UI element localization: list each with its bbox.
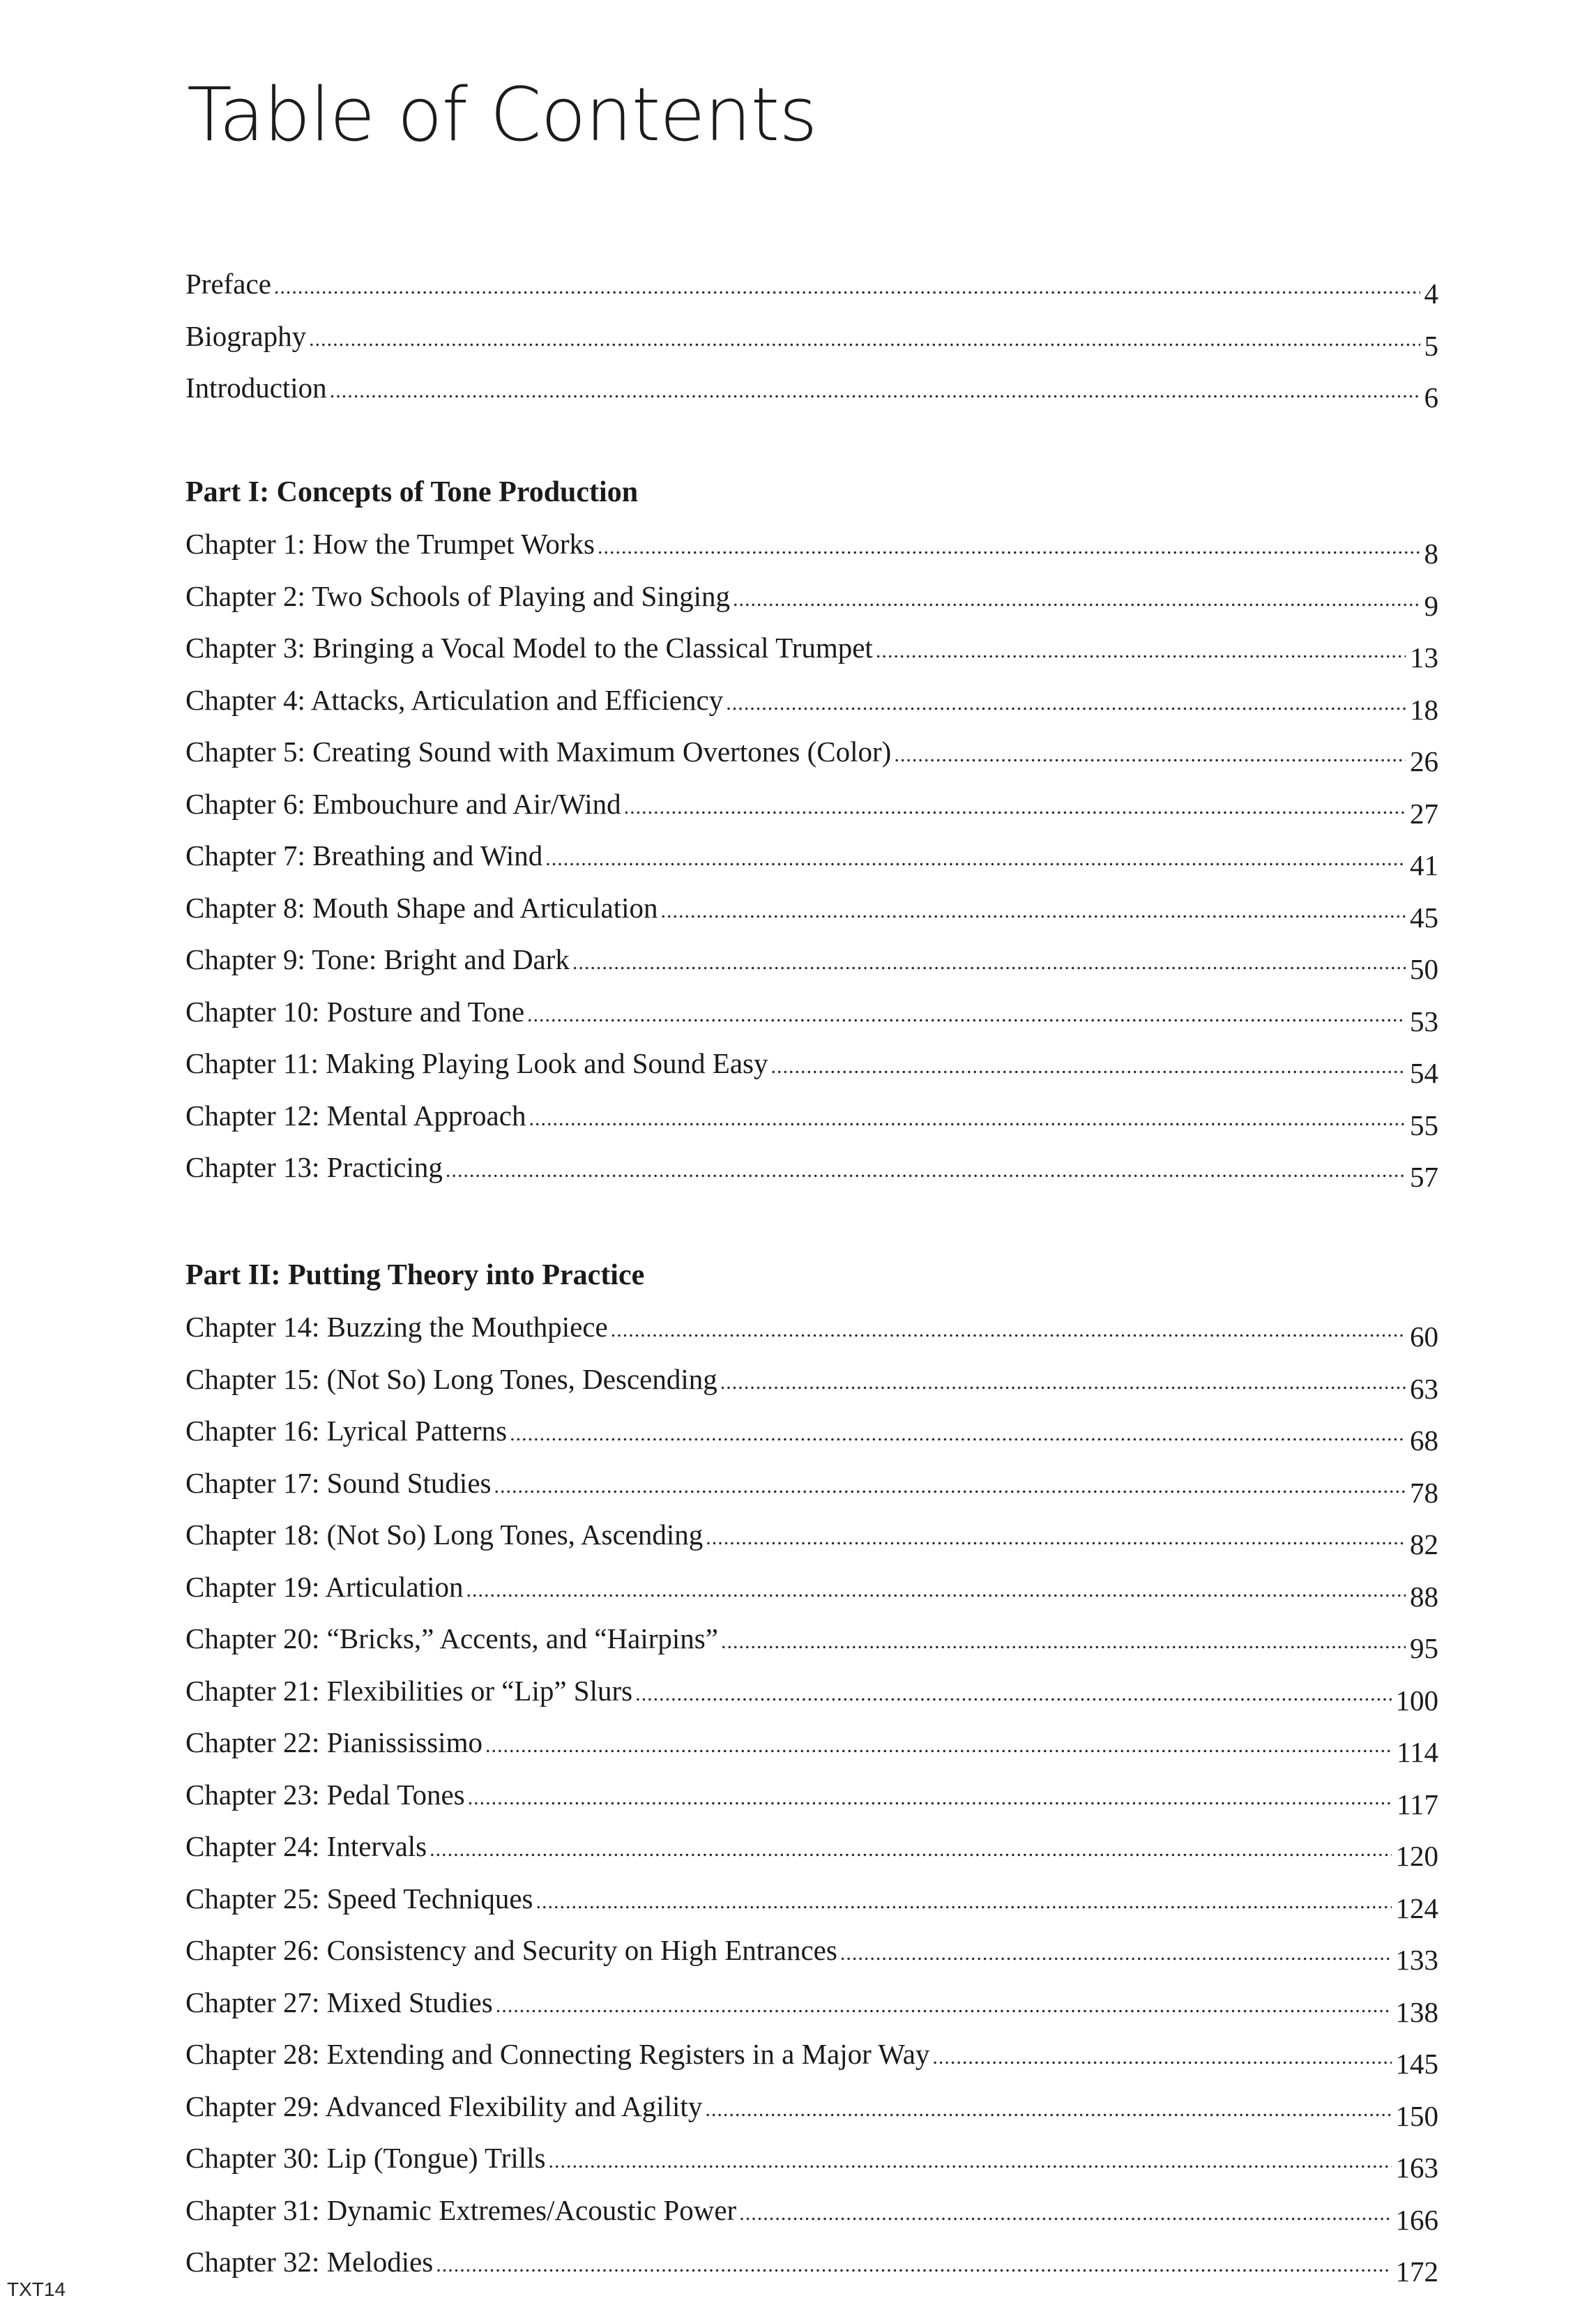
toc-entry (185, 1613, 1438, 1665)
toc-entry (185, 2132, 1438, 2184)
dot-leader (496, 1980, 1392, 2032)
dot-leader (770, 1041, 1406, 1093)
toc-entry-label: Biography (185, 319, 307, 352)
toc-entry-page-number: 133 (1395, 1944, 1438, 1976)
dot-leader (661, 885, 1406, 938)
toc-entry-page-number: 13 (1410, 641, 1438, 674)
toc-entry-page-number: 8 (1424, 538, 1438, 570)
toc-entry (185, 882, 1438, 934)
part-2-section (185, 1249, 1438, 2288)
toc-entry-page-number: 82 (1410, 1528, 1438, 1560)
toc-entry (185, 1353, 1438, 1406)
front-matter-list (185, 258, 1438, 414)
part-heading: Part I: Concepts of Tone Production (185, 475, 639, 508)
toc-entry-label: Chapter 3: Bringing a Vocal Model to the Classical Trumpet (185, 632, 873, 664)
toc-entry (185, 2184, 1438, 2237)
toc-entry-label: Chapter 10: Posture and Tone (185, 995, 525, 1028)
toc-entry (185, 778, 1438, 830)
toc-entry-label: Chapter 7: Breathing and Wind (185, 839, 543, 872)
toc-entry (185, 1873, 1438, 1925)
toc-entry-label: Chapter 29: Advanced Flexibility and Agility (185, 2090, 703, 2122)
dot-leader (485, 1720, 1392, 1772)
toc-entry-label: Chapter 19: Articulation (185, 1570, 464, 1603)
toc-entry-page-number: 5 (1424, 329, 1438, 362)
toc-entry-label: Chapter 30: Lip (Tongue) Trills (185, 2142, 546, 2174)
toc-entry-label: Chapter 15: (Not So) Long Tones, Descending (185, 1362, 717, 1395)
dot-leader (536, 1876, 1392, 1928)
toc-entry-label: Chapter 28: Extending and Connecting Registers in a Major Way (185, 2038, 930, 2070)
toc-entry-label: Chapter 25: Speed Techniques (185, 1882, 533, 1915)
toc-entry (185, 1561, 1438, 1613)
dot-leader (721, 1616, 1406, 1668)
dot-leader (726, 678, 1406, 730)
dot-leader (739, 2188, 1391, 2240)
toc-entry (185, 1665, 1438, 1717)
toc-entry-page-number: 163 (1395, 2152, 1438, 2184)
toc-entry-label: Chapter 4: Attacks, Articulation and Efficiency (185, 683, 724, 716)
toc-entry-page-number: 172 (1395, 2255, 1438, 2288)
toc-entry-page-number: 53 (1410, 1005, 1438, 1037)
toc-entry-label: Chapter 16: Lyrical Patterns (185, 1415, 508, 1447)
toc-entry (185, 362, 1438, 414)
dot-leader (494, 1461, 1406, 1513)
toc-entry (185, 570, 1438, 623)
toc-entry-label: Chapter 32: Melodies (185, 2246, 434, 2278)
toc-entry-page-number: 57 (1410, 1161, 1438, 1193)
toc-entry-page-number: 114 (1397, 1736, 1438, 1768)
toc-entry (185, 674, 1438, 726)
dot-leader (468, 1772, 1392, 1825)
toc-entry-label: Chapter 20: “Bricks,” Accents, and “Hairpins” (185, 1622, 718, 1654)
toc-entry (185, 1090, 1438, 1142)
toc-entry-page-number: 55 (1410, 1109, 1438, 1141)
toc-entry-page-number: 60 (1410, 1321, 1438, 1353)
dot-leader (635, 1668, 1391, 1721)
toc-entry (185, 2080, 1438, 2133)
toc-entry (185, 986, 1438, 1038)
toc-entry-label: Chapter 9: Tone: Bright and Dark (185, 943, 570, 975)
dot-leader (548, 2136, 1391, 2188)
toc-entry-label: Chapter 21: Flexibilities or “Lip” Slurs (185, 1674, 633, 1707)
toc-entry (185, 2028, 1438, 2080)
part-2-chapter-list (185, 1301, 1438, 2288)
dot-leader (720, 1357, 1406, 1409)
toc-entry-label: Chapter 6: Embouchure and Air/Wind (185, 787, 621, 820)
toc-entry-page-number: 18 (1410, 693, 1438, 726)
toc-entry-label: Introduction (185, 372, 327, 404)
toc-entry (185, 1509, 1438, 1561)
toc-entry (185, 726, 1438, 778)
part-1-section (185, 466, 1438, 1194)
toc-entry-page-number: 63 (1410, 1372, 1438, 1405)
toc-entry (185, 1977, 1438, 2029)
part-heading: Part II: Putting Theory into Practice (185, 1258, 645, 1291)
dot-leader (446, 1145, 1406, 1197)
toc-entry-label: Chapter 13: Practicing (185, 1151, 443, 1183)
table-of-contents (185, 258, 1438, 2288)
toc-entry-label: Chapter 18: (Not So) Long Tones, Ascending (185, 1519, 704, 1551)
toc-entry-page-number: 45 (1410, 901, 1438, 934)
toc-entry (185, 258, 1438, 310)
toc-entry-label: Chapter 1: How the Trumpet Works (185, 528, 595, 560)
toc-entry-label: Chapter 24: Intervals (185, 1830, 427, 1862)
toc-entry-page-number: 166 (1395, 2203, 1438, 2236)
dot-leader (572, 937, 1406, 989)
toc-entry-page-number: 117 (1397, 1788, 1438, 1820)
toc-entry (185, 1924, 1438, 1977)
toc-entry (185, 1717, 1438, 1769)
dot-leader (624, 782, 1406, 834)
toc-entry-page-number: 50 (1410, 953, 1438, 985)
toc-entry (185, 934, 1438, 986)
dot-leader (894, 729, 1406, 782)
toc-entry-page-number: 150 (1395, 2099, 1438, 2132)
dot-leader (466, 1565, 1406, 1617)
toc-entry-label: Chapter 5: Creating Sound with Maximum Overtones (Color) (185, 736, 892, 768)
dot-leader (706, 1512, 1406, 1565)
dot-leader (876, 625, 1406, 678)
toc-entry (185, 1301, 1438, 1353)
toc-entry (185, 518, 1438, 570)
toc-entry-label: Chapter 12: Mental Approach (185, 1099, 526, 1132)
toc-entry-page-number: 41 (1410, 849, 1438, 881)
toc-entry-page-number: 138 (1395, 1995, 1438, 2028)
toc-entry-label: Chapter 23: Pedal Tones (185, 1778, 465, 1811)
toc-entry-page-number: 27 (1410, 797, 1438, 830)
dot-leader (430, 1824, 1391, 1876)
toc-entry (185, 1037, 1438, 1090)
toc-entry-label: Chapter 27: Mixed Studies (185, 1986, 493, 2018)
toc-entry-page-number: 4 (1424, 277, 1438, 310)
toc-entry-page-number: 9 (1424, 589, 1438, 622)
toc-entry-page-number: 100 (1395, 1684, 1438, 1717)
toc-entry-page-number: 124 (1395, 1892, 1438, 1924)
toc-entry-page-number: 95 (1410, 1632, 1438, 1664)
toc-entry-label: Chapter 17: Sound Studies (185, 1466, 492, 1499)
toc-entry (185, 1820, 1438, 1873)
dot-leader (330, 365, 1420, 418)
dot-leader (598, 522, 1420, 574)
dot-leader (733, 574, 1420, 626)
toc-entry (185, 1457, 1438, 1509)
toc-entry (185, 1141, 1438, 1194)
dot-leader (611, 1304, 1406, 1357)
toc-entry-label: Chapter 31: Dynamic Extremes/Acoustic Power (185, 2193, 737, 2226)
dot-leader (529, 1093, 1406, 1146)
toc-entry-page-number: 145 (1395, 2048, 1438, 2080)
toc-entry (185, 830, 1438, 882)
page-title: Table of Contents (187, 72, 817, 158)
toc-entry-page-number: 68 (1410, 1424, 1438, 1456)
toc-entry-label: Chapter 8: Mouth Shape and Articulation (185, 891, 658, 924)
toc-entry (185, 1405, 1438, 1457)
dot-leader (309, 314, 1420, 366)
toc-entry-page-number: 120 (1395, 1840, 1438, 1872)
dot-leader (274, 261, 1420, 314)
toc-entry-label: Chapter 22: Pianississimo (185, 1726, 482, 1758)
toc-entry-label: Chapter 26: Consistency and Security on High Entrances (185, 1934, 837, 1966)
dot-leader (436, 2239, 1391, 2292)
toc-entry (185, 310, 1438, 363)
toc-entry-page-number: 88 (1410, 1580, 1438, 1613)
dot-leader (527, 989, 1406, 1042)
dot-leader (840, 1928, 1392, 1980)
toc-entry-label: Chapter 11: Making Playing Look and Sound Easy (185, 1047, 768, 1079)
toc-entry-page-number: 26 (1410, 745, 1438, 777)
toc-entry (185, 2236, 1438, 2288)
part-1-chapter-list (185, 518, 1438, 1194)
toc-entry-label: Chapter 2: Two Schools of Playing and Singing (185, 579, 731, 612)
toc-entry-page-number: 78 (1410, 1476, 1438, 1509)
dot-leader (705, 2084, 1391, 2136)
toc-entry-page-number: 54 (1410, 1057, 1438, 1089)
toc-entry (185, 1769, 1438, 1821)
dot-leader (510, 1408, 1406, 1461)
toc-entry-label: Chapter 14: Buzzing the Mouthpiece (185, 1311, 608, 1343)
toc-entry (185, 622, 1438, 674)
toc-entry-label: Preface (185, 268, 271, 300)
footer-code: TXT14 (7, 2278, 66, 2300)
dot-leader (932, 2032, 1391, 2084)
toc-entry-page-number: 6 (1424, 381, 1438, 413)
dot-leader (545, 833, 1406, 885)
